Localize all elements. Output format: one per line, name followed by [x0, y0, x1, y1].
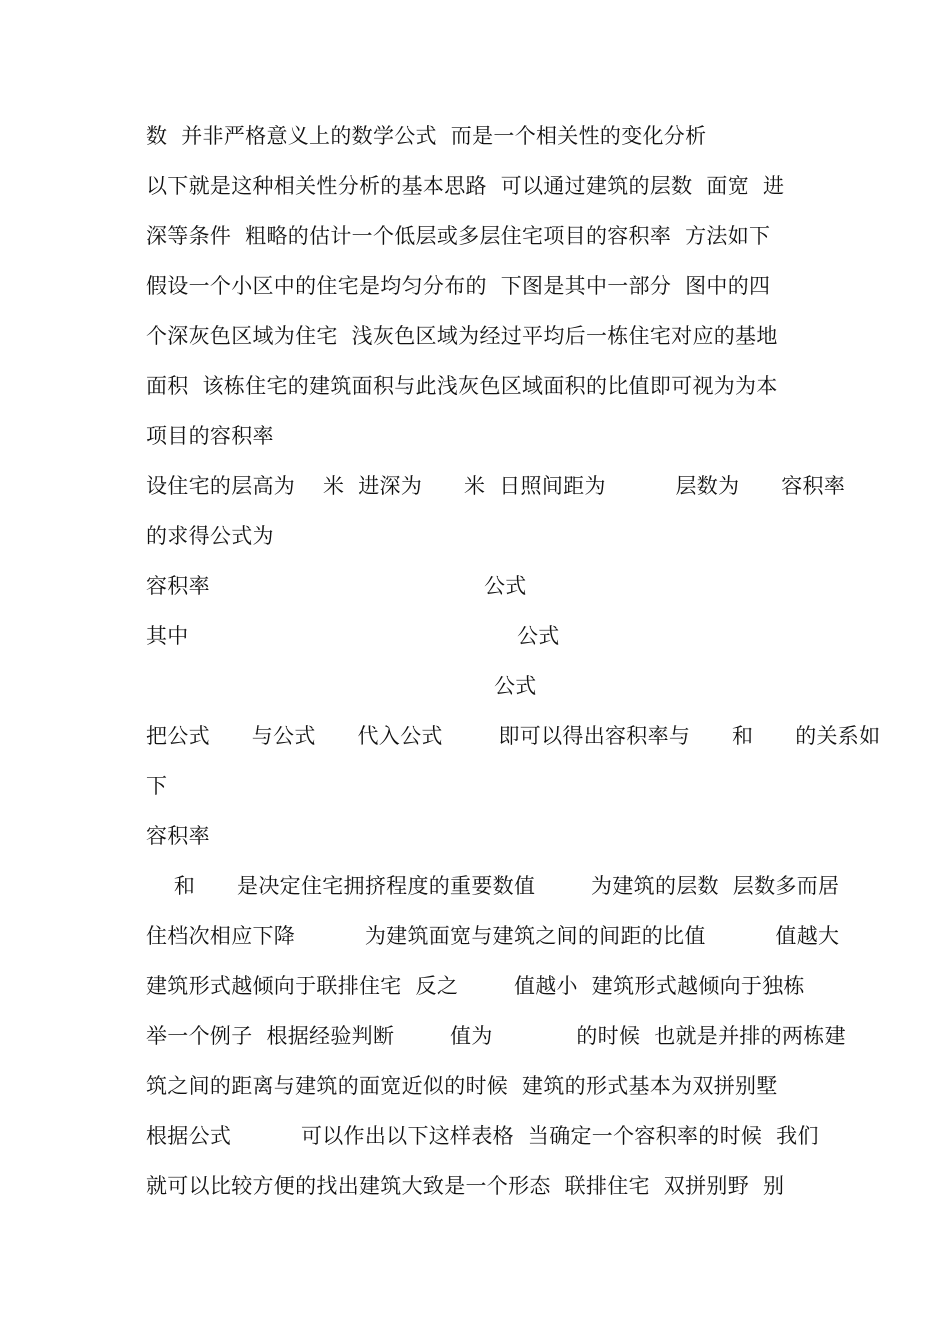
text-line: 项目的容积率 [146, 424, 274, 448]
text-line: 面积 该栋住宅的建筑面积与此浅灰色区域面积的比值即可视为为本 [146, 374, 778, 398]
text-line: 建筑形式越倾向于联排住宅 反之 值越小 建筑形式越倾向于独栋 [146, 974, 805, 998]
text-line: 的求得公式为 [146, 524, 274, 548]
formula-3-tag: 公式 [494, 674, 537, 698]
text-line: 根据公式 可以作出以下这样表格 当确定一个容积率的时候 我们 [146, 1124, 819, 1148]
text-line: 容积率 [146, 824, 210, 848]
text-line: 把公式 与公式 代入公式 即可以得出容积率与 和 的关系如 [146, 724, 881, 748]
text-line: 假设一个小区中的住宅是均匀分布的 下图是其中一部分 图中的四 [146, 274, 771, 298]
text-line: 个深灰色区域为住宅 浅灰色区域为经过平均后一栋住宅对应的基地 [146, 324, 778, 348]
text-line: 深等条件 粗略的估计一个低层或多层住宅项目的容积率 方法如下 [146, 224, 771, 248]
formula-2-tag: 公式 [517, 624, 560, 648]
formula-1-tag: 公式 [484, 574, 527, 598]
text-line: 就可以比较方便的找出建筑大致是一个形态 联排住宅 双拼别野 别 [146, 1174, 785, 1198]
text-line: 住档次相应下降 为建筑面宽与建筑之间的间距的比值 值越大 [146, 924, 840, 948]
text-line: 数 并非严格意义上的数学公式 而是一个相关性的变化分析 [146, 124, 707, 148]
text-line: 筑之间的距离与建筑的面宽近似的时候 建筑的形式基本为双拼别墅 [146, 1074, 778, 1098]
text-line: 举一个例子 根据经验判断 值为 的时候 也就是并排的两栋建 [146, 1024, 846, 1048]
text-line: 下 [146, 774, 168, 798]
formula-2-label: 其中 [146, 624, 189, 648]
text-line: 设住宅的层高为 米 进深为 米 日照间距为 层数为 容积率 [146, 474, 846, 498]
text-line: 和 是决定住宅拥挤程度的重要数值 为建筑的层数 层数多而居 [146, 874, 840, 898]
formula-1-label: 容积率 [146, 574, 210, 598]
text-line: 以下就是这种相关性分析的基本思路 可以通过建筑的层数 面宽 进 [146, 174, 785, 198]
